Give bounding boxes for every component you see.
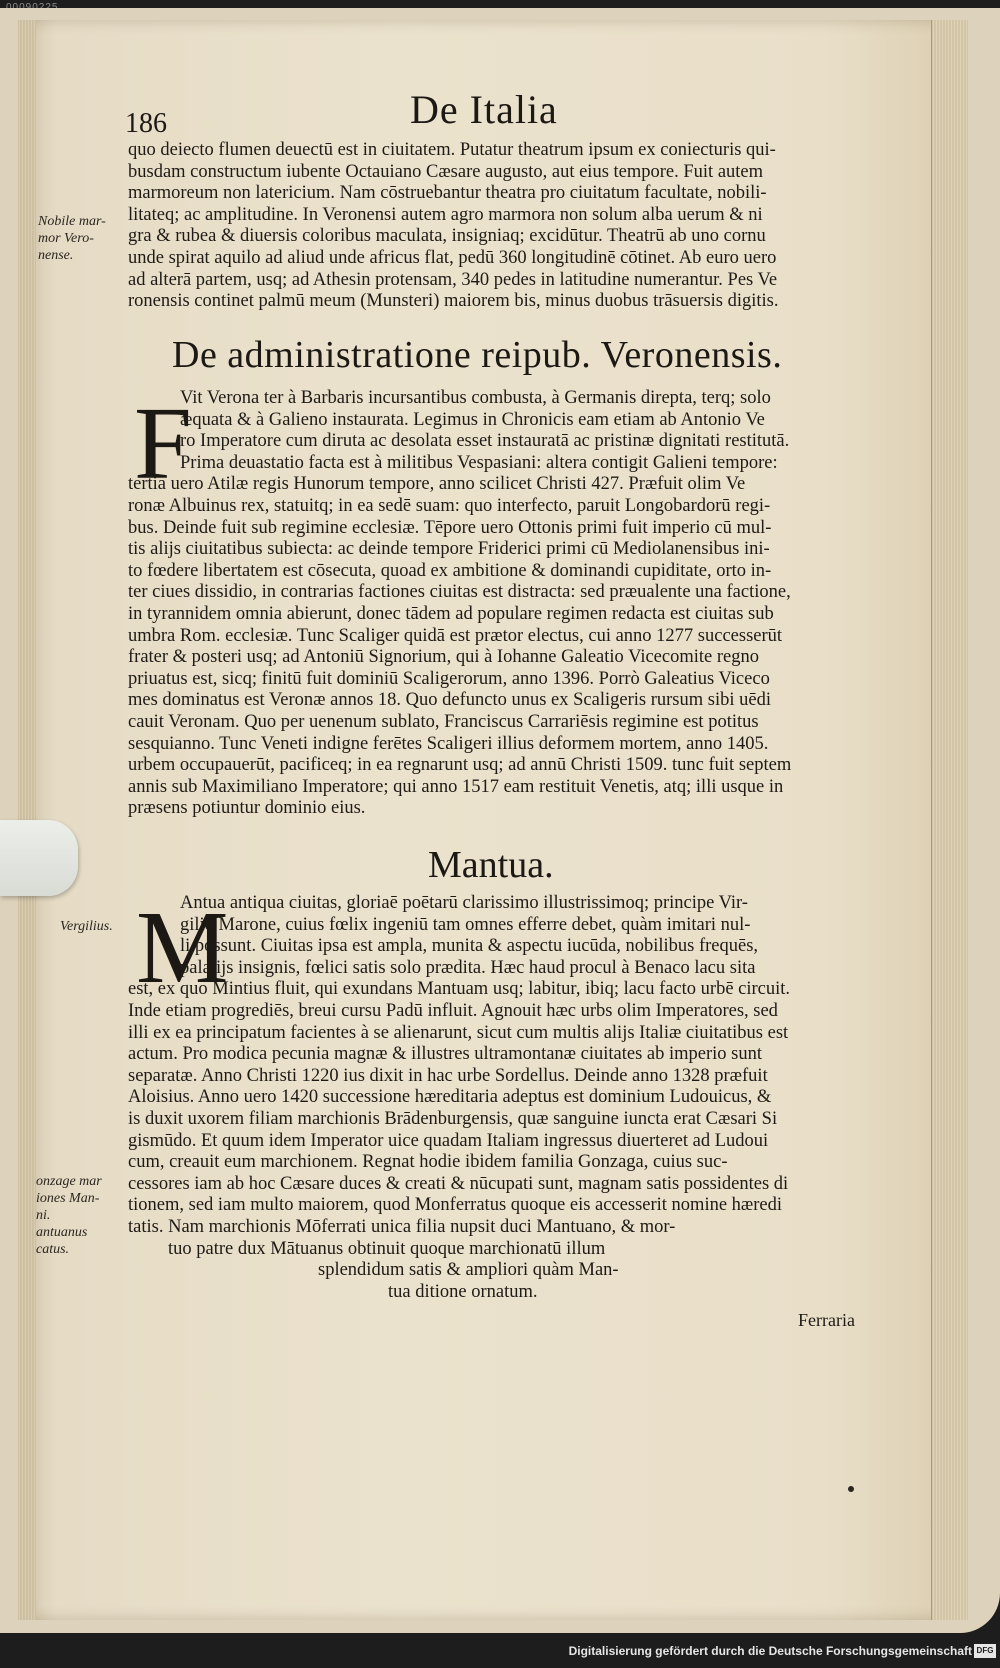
running-title: De Italia (410, 87, 558, 132)
text-line: est, ex quo Mintius fluit, qui exundans Mantuam usq; labitur, ibiq; lacu facto urbē circuit. (128, 979, 791, 1000)
section-mantua (128, 890, 868, 1303)
section-heading-administration: De administratione reipub. Veronensis. (172, 334, 783, 376)
text-line: priuatus est, sicq; finitū fuit dominiū Scaligerorum, anno 1396. Porrò Galeatius Viceco (128, 668, 770, 689)
margin-note-marble (38, 213, 118, 264)
section-verona-theatre (128, 140, 868, 313)
text-line: Antua antiqua ciuitas, gloriaē poētarū clarissimo illustrissimoq; principe Vir- (180, 893, 748, 913)
text-line: unde spirat aquilo ad aliud unde africus flat, pedū 360 longitudinē cōtinet. Ab euro uero (128, 247, 777, 268)
text-line: æquata & à Galieno instaurata. Legimus in Chronicis eam etiam ab Antonio Ve (180, 409, 765, 430)
text-line: cum, creauit eum marchionem. Regnat hodie ibidem familia Gonzaga, cuius suc- (128, 1152, 728, 1173)
margin-note-line: catus. (36, 1242, 70, 1257)
text-line: umbra Rom. ecclesiæ. Tunc Scaliger quidā est prætor electus, cui anno 1277 successerūt (128, 625, 783, 646)
text-line: separatæ. Anno Christi 1220 ius dixit in hac urbe Sordellus. Deinde anno 1328 præfuit (128, 1065, 768, 1086)
text-line: Inde etiam progrediēs, breui cursu Padū influit. Agnouit hæc urbs olim Imperatores, sed (128, 1000, 778, 1021)
text-line: ro Imperatore cum diruta ac desolata esset instauratā ac pristinæ dignitati restitutā. (180, 431, 790, 452)
margin-note-line: nense. (38, 248, 74, 263)
text-line: gismūdo. Et quum idem Imperator uice quadam Italiam ingressus diuerteret ad Ludoui (128, 1130, 769, 1151)
text-line: Vit Verona ter à Barbaris incursantibus combusta, à Germanis direpta, terq; solo (180, 388, 771, 408)
text-line: li possunt. Ciuitas ipsa est ampla, munita & aspectu iucūda, nobilibus frequēs, (180, 936, 759, 957)
ink-spot (848, 1486, 854, 1492)
text-line: tua ditione ornatum. (388, 1281, 538, 1302)
page-edges-right (931, 20, 968, 1620)
drop-cap-m: M (136, 890, 229, 1005)
section-heading-mantua: Mantua. (428, 844, 554, 886)
text-line: palatijs insignis, fœlici satis solo prædita. Hæc haud procul à Benaco lacu sita (180, 957, 756, 978)
text-line: marmoreum non latericium. Nam cōstruebantur theatra pro ciuitatum facultate, nobili- (128, 183, 767, 204)
text-line: ad alterā partem, usq; ad Athesin protensam, 340 pedes in latitudine numerantur. Pes Ve (128, 269, 778, 290)
text-line: cessores iam ab hoc Cæsare duces & creati & nūcupati sunt, magnam satis possidentes di (128, 1173, 789, 1194)
section-administration (128, 388, 868, 820)
margin-note-line: iones Man- (36, 1191, 100, 1206)
text-line: ronensis continet palmū meum (Munsteri) maiorem bis, minus duobus trāsuersis digitis. (128, 291, 779, 312)
margin-note-line: antuanus (36, 1225, 88, 1240)
text-line: busdam constructum iubente Octauiano Cæsare augusto, aut eius tempore. Fuit autem (128, 161, 764, 182)
text-line: splendidum satis & ampliori quàm Man- (318, 1260, 619, 1281)
text-line: tis alijs ciuitatibus subiecta: ac deinde tempore Friderici primi cū Mediolanensibus ini- (128, 539, 770, 560)
text-line: frater & posteri usq; ad Antoniū Signorium, qui à Iohanne Galeatio Vicecomite regno (128, 647, 759, 668)
book-scan (0, 8, 1000, 1633)
drop-cap-f: F (134, 386, 192, 501)
text-line: illi ex ea principatum facientes à se alienarunt, sicut cum multis alijs Italiæ ciuitatibus est (128, 1022, 789, 1043)
text-line: bus. Deinde fuit sub regimine ecclesiæ. Tēpore uero Ottonis primi fuit imperio cū mul- (128, 517, 772, 538)
text-line: litateq; ac amplitudine. In Veronensi autem agro marmora non solum alba uerum & ni (128, 204, 763, 225)
text-line: ter ciues dissidio, in contrarias factiones ciuitas est distracta: sed præualente una factione, (128, 582, 791, 603)
margin-note-line: onzage mar (36, 1174, 102, 1189)
text-line: in tyrannidem omnia abierunt, donec tādem ad populare regimen redacta est ciuitas sub (128, 603, 774, 624)
text-line: to fœdere libertatem est cōsecuta, quoad ex ambitione & dominandi cupiditate, orto in- (128, 560, 772, 581)
text-line: ronæ Albuinus rex, statuitq; in ea sedē suam: quo interfecto, paruit Longobardorū regi- (128, 495, 771, 516)
text-line: is duxit uxorem filiam marchionis Brādenburgensis, quæ sanguine iuncta erat Cæsari Si (128, 1108, 778, 1129)
text-line: tatis. Nam marchionis Mōferrati unica filia nupsit duci Mantuano, & mor- (128, 1216, 676, 1237)
text-line: actum. Pro modica pecunia magnæ & illustres ultramontanæ ciuitates ab imperio sunt (128, 1044, 763, 1065)
margin-note-line: mor Vero- (38, 231, 94, 246)
margin-note-gonzaga (36, 1173, 122, 1258)
text-line: quo deiecto flumen deuectū est in ciuitatem. Putatur theatrum ipsum ex coniecturis qui- (128, 140, 776, 160)
text-line: urbem occupauerūt, pacificeq; in ea regnarunt usq; ad annū Christi 1509. tunc fuit septem (128, 755, 792, 776)
margin-note-vergilius (60, 918, 113, 935)
margin-note-line: Nobile mar- (38, 214, 106, 229)
bookmark-strip (0, 820, 78, 896)
text-line: gra & rubea & diuersis coloribus maculata, insigniaq; excidūtur. Theatrū ab uno cornu (128, 226, 766, 247)
catchword: Ferraria (798, 1310, 855, 1330)
text-line: sesquianno. Tunc Veneti indigne ferētes Scaligeri illius deformem mortem, anno 1405. (128, 733, 769, 754)
text-line: Aloisius. Anno uero 1420 successione hæreditaria adeptus est dominium Ludouicus, & (128, 1087, 772, 1108)
text-line: tionem, sed iam multo maiorem, quod Monferratus quoque eis accesserit nomine hæredi (128, 1195, 783, 1216)
dfg-logo: DFG (974, 1644, 996, 1658)
text-line: tertia uero Atilæ regis Hunorum tempore, anno scilicet Christi 427. Præfuit olim Ve (128, 474, 746, 495)
text-line: præsens potiuntur dominio eius. (128, 798, 366, 819)
margin-note-line: ni. (36, 1208, 51, 1223)
page-number: 186 (125, 108, 167, 139)
text-line: tuo patre dux Mātuanus obtinuit quoque marchionatū illum (168, 1238, 606, 1259)
text-line: gilio Marone, cuius fœlix ingeniū tam omnes efferre debet, quàm imitari nul- (180, 914, 751, 935)
footer-bar (0, 1636, 1000, 1668)
margin-note-line: Vergilius. (60, 919, 113, 934)
text-line: Prima deuastatio facta est à militibus Vespasiani: altera contigit Galieni tempore: (180, 452, 778, 473)
text-line: cauit Veronam. Quo per uenenum sublato, Franciscus Carrariēsis regimine est potitus (128, 711, 759, 732)
funding-credit: Digitalisierung gefördert durch die Deutsche Forschungsgemeinschaft (568, 1644, 972, 1658)
text-line: mes dominatus est Veronæ annos 18. Quo defuncto unus ex Scaligeris rursum sibi uēdi (128, 690, 771, 711)
text-line: annis sub Maximiliano Imperatore; qui anno 1517 eam restituit Venetis, atq; illi usque in (128, 776, 784, 797)
